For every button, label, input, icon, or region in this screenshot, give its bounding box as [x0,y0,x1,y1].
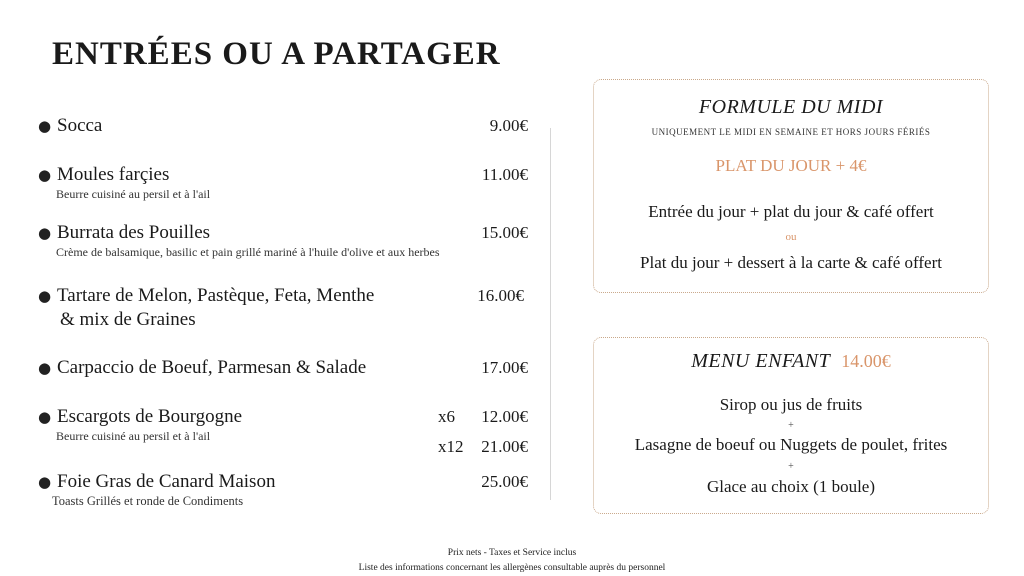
formule-option-1: Entrée du jour + plat du jour & café offert [648,202,934,221]
formule-or: ou [785,231,797,243]
menu-item-foie-gras [38,470,530,509]
item-name-continued: & mix de Graines [60,309,196,330]
item-name: Burrata des Pouilles [57,222,211,243]
menu-item-tartare [38,284,530,332]
bullet-icon: ● [38,359,52,377]
formule-title: FORMULE DU MIDI [698,96,884,118]
plat-du-jour-offer: PLAT DU JOUR + 4€ [715,156,867,175]
formule-subtitle: UNIQUEMENT LE MIDI EN SEMAINE ET HORS JOURS FÉRIÉS [651,127,931,137]
menu-enfant-title: MENU ENFANT [691,350,831,372]
footer-taxes: Prix nets - Taxes et Service inclus [447,548,577,558]
enfant-line-1: Sirop ou jus de fruits [719,395,863,414]
enfant-line-2: Lasagne de boeuf ou Nuggets de poulet, frites [634,435,948,454]
item-price: 15.00€ [481,223,528,242]
formule-option-2: Plat du jour + dessert à la carte & café offert [640,253,942,272]
option-quantity: x12 [438,437,464,456]
bullet-icon: ● [38,473,52,491]
item-price: 9.00€ [489,116,528,135]
item-description: Toasts Grillés et ronde de Condiments [52,494,244,508]
page-title: ENTRÉES OU A PARTAGER [52,36,501,72]
item-name: Tartare de Melon, Pastèque, Feta, Menthe [57,285,375,306]
option-price: 12.00€ [481,407,528,426]
menu-item-moules [38,163,530,202]
column-divider [550,128,551,500]
item-name: Moules farçies [57,164,170,185]
option-quantity: x6 [438,407,455,426]
menu-item-socca [38,114,530,138]
item-price: 17.00€ [481,358,528,377]
item-price: 11.00€ [481,165,528,184]
item-price: 25.00€ [481,472,528,491]
item-description: Crème de balsamique, basilic et pain grillé mariné à l'huile d'olive et aux herbes [56,245,440,259]
item-name: Carpaccio de Boeuf, Parmesan & Salade [57,357,367,378]
item-description: Beurre cuisiné au persil et à l'ail [56,187,211,201]
bullet-icon: ● [38,287,52,305]
option-price: 21.00€ [481,437,528,456]
menu-enfant-heading [594,350,988,373]
footer-allergens: Liste des informations concernant les allergènes consultable auprès du personnel [358,563,666,573]
menu-enfant-price: 14.00€ [841,351,891,371]
item-name: Foie Gras de Canard Maison [57,471,276,492]
bullet-icon: ● [38,117,52,135]
bullet-icon: ● [38,166,52,184]
bullet-icon: ● [38,224,52,242]
item-name: Socca [57,115,103,136]
plus-sign: + [788,461,794,472]
enfant-line-3: Glace au choix (1 boule) [706,477,876,496]
menu-item-burrata [38,221,530,260]
menu-enfant-box [593,337,989,514]
menu-item-escargots [38,405,530,465]
formule-midi-box [593,79,989,293]
item-name: Escargots de Bourgogne [57,406,243,427]
item-description: Beurre cuisiné au persil et à l'ail [56,429,211,443]
bullet-icon: ● [38,408,52,426]
item-price: 16.00€ [477,286,524,305]
plus-sign: + [788,420,794,431]
menu-item-carpaccio [38,356,530,380]
